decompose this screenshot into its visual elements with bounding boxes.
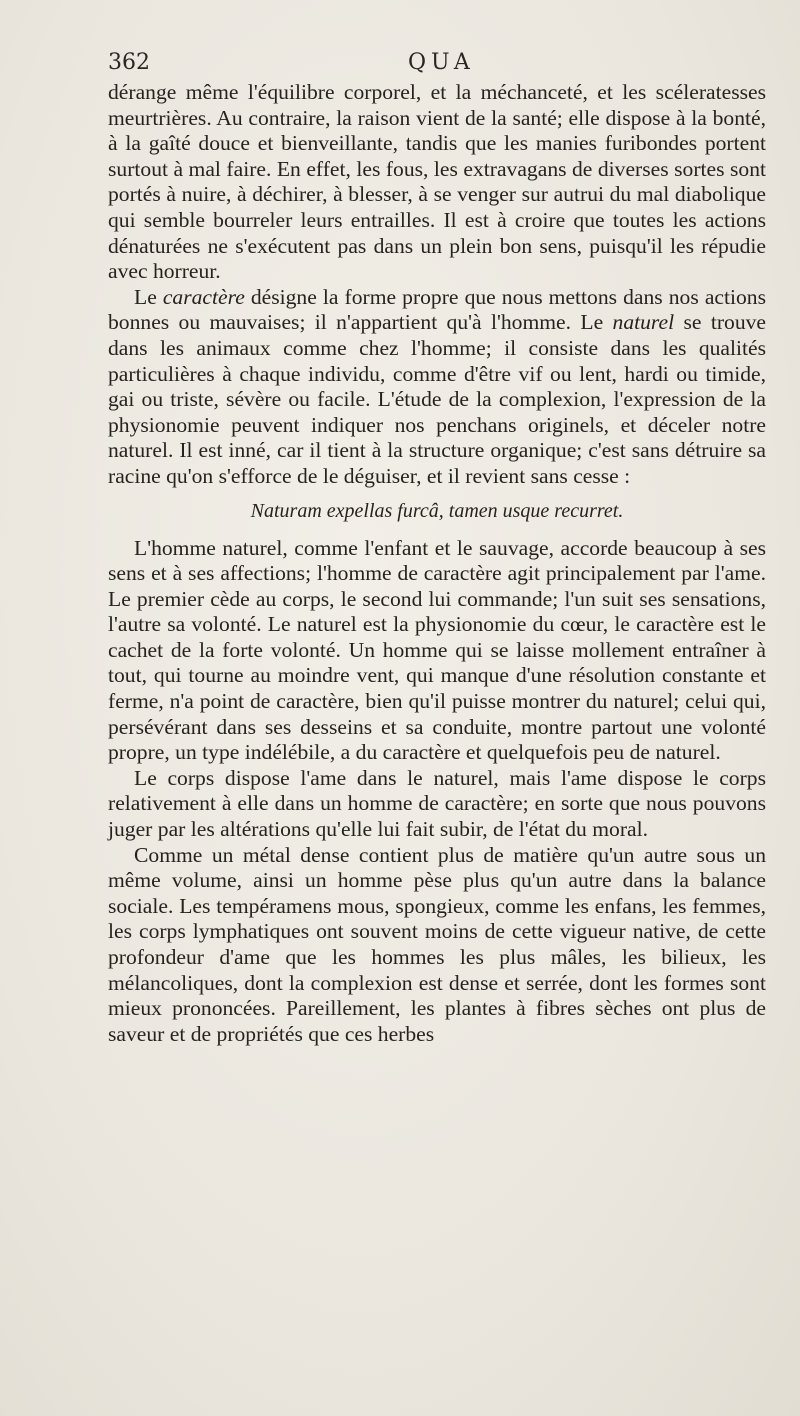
term-naturel: naturel xyxy=(612,310,675,335)
body-text xyxy=(108,80,766,1047)
paragraph-4: Le corps dispose l'ame dans le naturel, mais l'ame dispose le corps relativement à elle dans un homme de caractère; en sorte que nous pouvons juger par les altérations qu'elle lui fait subir, de l'état du moral. xyxy=(108,765,766,842)
section-heading: QUA xyxy=(408,50,475,75)
paragraph-1: dérange même l'équilibre corporel, et la méchanceté, et les scéleratesses meurtrières. Au contraire, la raison vient de la santé; elle dispose à la bonté, à la gaîté douce et bienveillante, tandis que les manies furibondes portent surtout à mal faire. En effet, les fous, les extravagans de diverses sortes sont portés à nuire, à déchirer, à blesser, à se venger sur autrui du mal diabolique qui semble bourreler leurs entrailles. Il est à croire que toutes les actions dénaturées ne s'exécutent pas dans un plein bon sens, puisqu'il les répudie avec horreur. xyxy=(108,80,766,284)
paragraph-5: Comme un métal dense contient plus de matière qu'un autre sous un même volume, ainsi un homme pèse plus qu'un autre dans la balance sociale. Les tempéramens mous, spongieux, comme les enfans, les femmes, les corps lymphatiques ont souvent moins de cette vigueur native, de cette profondeur d'ame que les hommes les plus mâles, les bilieux, les mélancoliques, dont la complexion est dense et serrée, dont les formes sont mieux prononcées. Pareillement, les plantes à fibres sèches ont plus de saveur et de propriétés que ces herbes xyxy=(108,842,766,1046)
running-head xyxy=(108,46,768,80)
latin-quotation: Naturam expellas furcâ, tamen usque recurret. xyxy=(250,499,624,522)
page-number: 362 xyxy=(108,50,150,75)
paragraph-2-part-c: désigne la forme propre que nous mettons dans nos actions bonnes ou mauvaises; il n'appartient qu'à l'homme. Le xyxy=(108,284,766,335)
paragraph-2-part-a: Le xyxy=(134,284,163,309)
paragraph-3: L'homme naturel, comme l'enfant et le sauvage, accorde beaucoup à ses sens et à ses affections; l'homme de caractère agit principalement par l'ame. Le premier cède au corps, le second lui commande; l'un suit ses sensations, l'autre sa volonté. Le naturel est la physionomie du cœur, le caractère est le cachet de la forte volonté. Un homme qui se laisse mollement entraîner à tout, qui tourne au moindre vent, qui manque d'une résolution constante et ferme, n'a point de caractère, bien qu'il puisse montrer du naturel; celui qui, persévérant dans ses desseins et sa conduite, montre partout une volonté propre, un type indélébile, a du caractère et quelquefois peu de naturel. xyxy=(108,535,766,765)
term-caractere: caractère xyxy=(162,284,245,309)
paragraph-2 xyxy=(108,285,766,490)
paragraph-2-part-e: se trouve dans les animaux comme chez l'homme; il consiste dans les qualités particulières à chaque individu, comme d'être vif ou lent, hardi ou timide, gai ou triste, sévère ou facile. L'étude de la complexion, l'expression de la physionomie peuvent indiquer nos penchans originels, et déceler notre naturel. Il est inné, car il tient à la structure organique; c'est sans détruire sa racine qu'on s'efforce de le déguiser, et il revient sans cesse : xyxy=(108,310,767,488)
